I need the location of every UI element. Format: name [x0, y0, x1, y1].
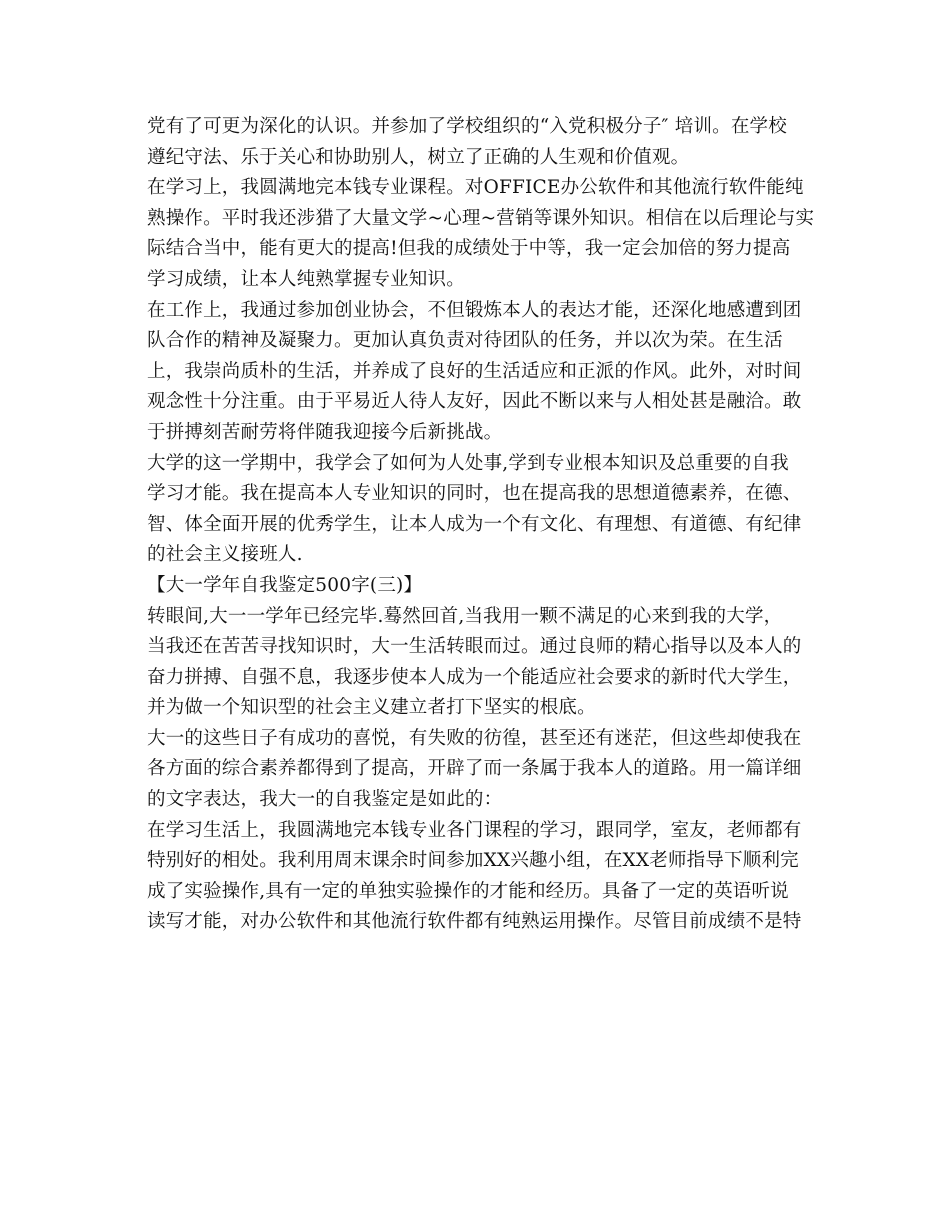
text-line: 特别好的相处。我利用周末课余时间参加XX兴趣小组，在XX老师指导下顺利完 — [147, 850, 799, 872]
text-line: 大学的这一学期中，我学会了如何为人处事,学到专业根本知识及总重要的自我 — [147, 452, 789, 474]
text-line: 于拼搏刻苦耐劳将伴随我迎接今后新挑战。 — [147, 421, 503, 443]
text-line: 当我还在苦苦寻找知识时，大一生活转眼而过。通过良师的精心指导以及本人的 — [147, 636, 802, 658]
text-line: 奋力拼搏、自强不息，我逐步使本人成为一个能适应社会要求的新时代大学生， — [147, 666, 802, 688]
text-line: 遵纪守法、乐于关心和协助别人，树立了正确的人生观和价值观。 — [147, 146, 690, 168]
text-line: 的社会主义接班人. — [147, 544, 303, 566]
text-line: 在工作上，我通过参加创业协会，不但锻炼本人的表达才能，还深化地感遭到团 — [147, 299, 802, 321]
document-body — [147, 112, 815, 938]
text-line: 际结合当中，能有更大的提高!但我的成绩处于中等，我一定会加倍的努力提高 — [147, 238, 791, 260]
text-line: 上，我崇尚质朴的生活，并养成了良好的生活适应和正派的作风。此外，对时间 — [147, 360, 802, 382]
text-line: 学习成绩，让本人纯熟掌握专业知识。 — [147, 268, 465, 290]
text-line: 观念性十分注重。由于平易近人待人友好，因此不断以来与人相处甚是融洽。敢 — [147, 391, 802, 413]
text-line: 成了实验操作,具有一定的单独实验操作的才能和经历。具备了一定的英语听说 — [147, 880, 789, 902]
text-line: 读写才能，对办公软件和其他流行软件都有纯熟运用操作。尽管目前成绩不是特 — [147, 911, 802, 933]
text-line: 转眼间,大一一学年已经完毕.蓦然回首,当我用一颗不满足的心来到我的大学， — [147, 605, 783, 627]
section-heading: 【大一学年自我鉴定500字(三)】 — [147, 574, 423, 596]
text-line: 学习才能。我在提高本人专业知识的同时，也在提高我的思想道德素养，在德、 — [147, 483, 802, 505]
text-line: 各方面的综合素养都得到了提高，开辟了而一条属于我本人的道路。用一篇详细 — [147, 758, 802, 780]
text-line: 在学习上，我圆满地完本钱专业课程。对OFFICE办公软件和其他流行软件能纯 — [147, 177, 804, 199]
text-line: 的文字表达，我大一的自我鉴定是如此的： — [147, 789, 503, 811]
text-line: 熟操作。平时我还涉猎了大量文学~心理~营销等课外知识。相信在以后理论与实 — [147, 207, 815, 229]
text-line: 党有了可更为深化的认识。并参加了学校组织的“入党积极分子″ 培训。在学校 — [147, 116, 787, 137]
text-line: 队合作的精神及凝聚力。更加认真负责对待团队的任务，并以次为荣。在生活 — [147, 330, 783, 352]
text-line: 并为做一个知识型的社会主义建立者打下坚实的根底。 — [147, 697, 596, 719]
text-line: 在学习生活上，我圆满地完本钱专业各门课程的学习，跟同学，室友，老师都有 — [147, 819, 802, 841]
text-line: 智、体全面开展的优秀学生，让本人成为一个有文化、有理想、有道德、有纪律 — [147, 513, 802, 535]
text-line: 大一的这些日子有成功的喜悦，有失败的彷徨，甚至还有迷茫，但这些却使我在 — [147, 727, 802, 749]
